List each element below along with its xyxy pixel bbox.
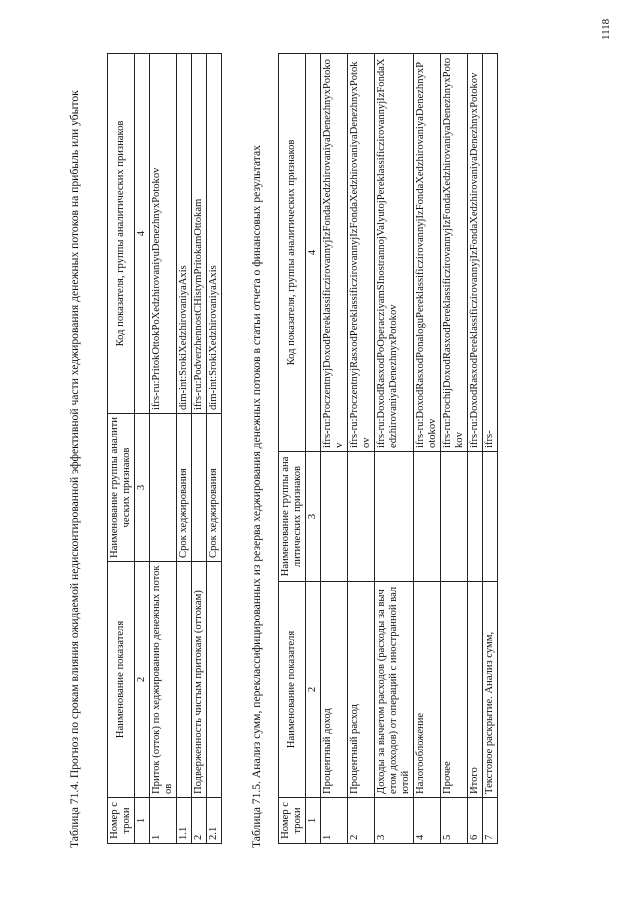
group-name [348,452,375,582]
indicator-name: Приток (отток) по хеджированию денежных потоков [150,562,177,798]
table-row [468,54,483,844]
row-number: 2 [348,798,375,844]
table-71-5-title: Таблица 71.5. Анализ сумм, переклассифицированных из резерва хеджирования денежных потоков в статьи отчета о финансовых результатах [250,145,263,848]
table-column-numbers-row [135,54,150,844]
table-column-numbers-row [306,54,321,844]
indicator-code: ifrs-ru:DoxodRasxodPereklassificzirovannyjIzFondaXedzhirovaniyaDenezhnyxPotokov [468,54,483,452]
table-row [375,54,414,844]
row-number: 3 [375,798,414,844]
header-indicator-name: Наименование показателя [279,582,306,798]
column-number: 2 [135,562,150,798]
indicator-code: ifrs- [483,54,498,452]
indicator-name: Налогообложение [414,582,441,798]
row-number: 1 [321,798,348,844]
group-name [468,452,483,582]
row-number: 2.1 [207,798,222,844]
indicator-name [177,562,192,798]
group-name: Срок хеджирования [207,414,222,562]
header-group-name: Наименование группы аналитических признаков [108,414,135,562]
indicator-name: Текстовое раскрытие. Анализ сумм, [483,582,498,798]
row-number: 7 [483,798,498,844]
header-indicator-name: Наименование показателя [108,562,135,798]
header-code: Код показателя, группы аналитических признаков [279,54,306,452]
indicator-code: ifrs-ru:ProchijDoxodRasxodPereklassificzirovannyjIzFondaXedzhirovaniyaDenezhnyxPotokov [441,54,468,452]
table-row [348,54,375,844]
indicator-code: ifrs-ru:PodverzhennostCHistymPritokamOttokam [192,54,207,414]
group-name [414,452,441,582]
table-row [441,54,468,844]
indicator-code: ifrs-ru:PritokOttokPoXedzhirovaniyuDenezhnyxPotokov [150,54,177,414]
rotated-content [68,3,628,848]
indicator-name: Процентный расход [348,582,375,798]
column-number: 4 [306,54,321,452]
table-row [150,54,177,844]
indicator-code: ifrs-ru:DoxodRasxodPonaloguPereklassificzirovannyjIzFondaXedzhirovaniyaDenezhnyxPotokov [414,54,441,452]
indicator-name [207,562,222,798]
indicator-name: Процентный доход [321,582,348,798]
table-header-row [108,54,135,844]
indicator-code: ifrs-ru:ProczentnyjDoxodPereklassificzirovannyjIzFondaXedzhirovaniyaDenezhnyxPotokov [321,54,348,452]
header-group-name: Наименование группы аналитических признаков [279,452,306,582]
table-row [177,54,192,844]
row-number: 5 [441,798,468,844]
row-number: 4 [414,798,441,844]
table-row [321,54,348,844]
column-number: 3 [306,452,321,582]
group-name [150,414,177,562]
table-71-5 [278,53,498,844]
column-number: 3 [135,414,150,562]
table-row [192,54,207,844]
row-number: 6 [468,798,483,844]
indicator-code: ifrs-ru:ProczentnyjRasxodPereklassificzirovannyjIzFondaXedzhirovaniyaDenezhnyxPotokov [348,54,375,452]
row-number: 1.1 [177,798,192,844]
column-number: 1 [135,798,150,844]
indicator-code: dim-int:SrokiXedzhirovaniyaAxis [207,54,222,414]
row-number: 1 [150,798,177,844]
table-71-4-title: Таблица 71.4. Прогноз по срокам влияния ожидаемой недисконтированной эффективной части хеджирования денежных потоков на прибыль или убыток [68,90,81,848]
table-row [483,54,498,844]
indicator-name: Доходы за вычетом расходов (расходы за вычетом доходов) от операций с иностранной валютой [375,582,414,798]
table-71-4 [107,53,222,844]
indicator-code: ifrs-ru:DoxodRasxodPoOperacziyamSInostrannojValyutojPereklassificzirovannyjIzFondaXedzhirovaniyaDenezhnyxPotokov [375,54,414,452]
group-name [483,452,498,582]
column-number: 1 [306,798,321,844]
table-row [207,54,222,844]
indicator-name: Итого [468,582,483,798]
column-number: 4 [135,54,150,414]
indicator-name: Прочее [441,582,468,798]
header-code: Код показателя, группы аналитических признаков [108,54,135,414]
header-row-number: Номер строки [108,798,135,844]
group-name [375,452,414,582]
group-name: Срок хеджирования [177,414,192,562]
group-name [192,414,207,562]
group-name [441,452,468,582]
column-number: 2 [306,582,321,798]
table-header-row [279,54,306,844]
table-row [414,54,441,844]
row-number: 2 [192,798,207,844]
indicator-name: Подверженность чистым притокам (оттокам) [192,562,207,798]
group-name [321,452,348,582]
page-number: 1118 [600,18,612,40]
header-row-number: Номер строки [279,798,306,844]
indicator-code: dim-int:SrokiXedzhirovaniyaAxis [177,54,192,414]
